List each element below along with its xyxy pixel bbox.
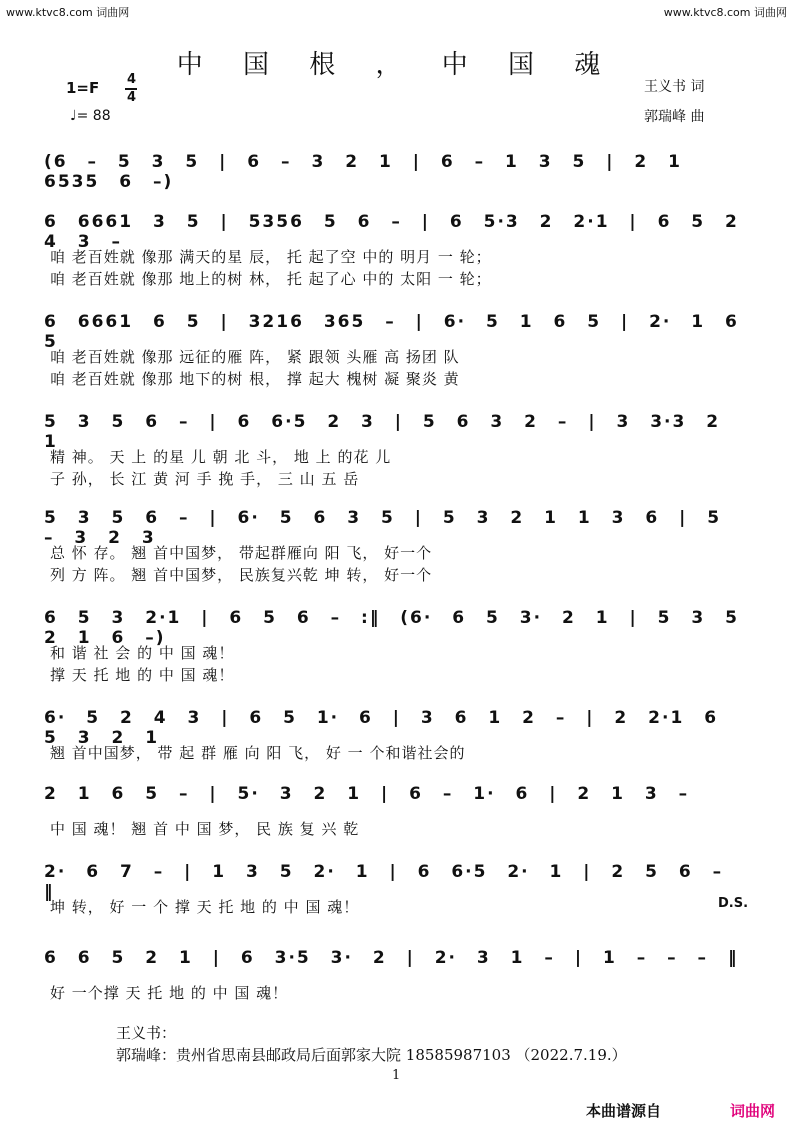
lyric-line: 子 孙， 长 江 黄 河 手 挽 手， 三 山 五 岳 (50, 470, 360, 488)
lyric-line: 精 神。 天 上 的星 儿 朝 北 斗， 地 上 的花 儿 (50, 448, 392, 466)
notation-line: 2 1 6 5 – | 5· 3 2 1 | 6 – 1· 6 | 2 1 3 – (44, 784, 690, 804)
notation-line: 6 6661 6 5 | 3216 365 – | 6· 5 1 6 5 | 2· 1 6 5 (44, 312, 739, 352)
footer-lyricist-address: 王义书： (116, 1024, 177, 1042)
lyric-line: 咱 老百姓就 像那 地下的树 根， 撑 起大 槐树 凝 聚炎 黄 (50, 370, 460, 388)
site-url-right[interactable]: www.ktvc8.com 词曲网 (663, 6, 787, 19)
lyric-line: 列 方 阵。 翘 首中国梦， 民族复兴乾 坤 转， 好一个 (50, 566, 433, 584)
lyric-line: 好 一个撑 天 托 地 的 中 国 魂！ (50, 984, 289, 1002)
notation-line: 6· 5 2 4 3 | 6 5 1· 6 | 3 6 1 2 – | 2 2·1 6 5 3 2 1 (44, 708, 719, 748)
lyric-line: 撑 天 托 地 的 中 国 魂！ (50, 666, 235, 684)
footer-composer-address: 郭瑞峰：贵州省思南县邮政局后面郭家大院 18585987103 （2022.7.19.） (116, 1046, 627, 1064)
time-signature-bottom: 4 (127, 90, 137, 105)
lyric-line: 总 怀 存。 翘 首中国梦， 带起群雁向 阳 飞， 好一个 (50, 544, 433, 562)
lyric-line: 咱 老百姓就 像那 地上的树 林， 托 起了心 中的 太阳 一 轮； (50, 270, 492, 288)
notation-line: 2· 6 7 – | 1 3 5 2· 1 | 6 6·5 2· 1 | 2 5 6 – ‖ (44, 862, 724, 902)
lyric-line: 翘 首中国梦， 带 起 群 雁 向 阳 飞， 好 一 个和谐社会的 (50, 744, 466, 762)
notation-line: 5 3 5 6 – | 6· 5 6 3 5 | 5 3 2 1 1 3 6 | 5 – 3 2 3 (44, 508, 722, 548)
lyricist-credit: 王义书 词 (644, 79, 705, 95)
time-signature-top: 4 (127, 72, 137, 87)
notation-line: 6 6 5 2 1 | 6 3·5 3· 2 | 2· 3 1 – | 1 – – – ‖ (44, 948, 739, 968)
ds-marking: D.S. (718, 896, 749, 911)
notation-line: (6 – 5 3 5 | 6 – 3 2 1 | 6 – 1 3 5 | 2 1 6535 6 –) (44, 152, 682, 192)
notation-line: 6 6661 3 5 | 5356 5 6 – | 6 5·3 2 2·1 | 6 5 2 4 3 – (44, 212, 739, 252)
lyric-line: 咱 老百姓就 像那 满天的星 辰， 托 起了空 中的 明月 一 轮； (50, 248, 492, 266)
notation-line: 6 5 3 2·1 | 6 5 6 – :‖ (6· 6 5 3· 2 1 | 5 3 5 2 1 6 –) (44, 608, 739, 648)
source-label: 本曲谱源自 (586, 1102, 662, 1120)
notation-line: 5 3 5 6 – | 6 6·5 2 3 | 5 6 3 2 – | 3 3·3 2 1 (44, 412, 721, 452)
brand-logo[interactable]: 词曲网 (730, 1102, 776, 1120)
composer-credit: 郭瑞峰 曲 (644, 109, 705, 125)
tempo-marking: ♩= 88 (70, 108, 111, 124)
lyric-line: 和 谐 社 会 的 中 国 魂！ (50, 644, 235, 662)
lyric-line: 中 国 魂！ 翘 首 中 国 梦， 民 族 复 兴 乾 (50, 820, 360, 838)
song-title: 中 国 根 ， 中 国 魂 (176, 50, 617, 80)
lyric-line: 坤 转， 好 一 个 撑 天 托 地 的 中 国 魂！ (50, 898, 360, 916)
page-number: 1 (392, 1068, 401, 1083)
key-signature: 1=F (66, 79, 100, 97)
lyric-line: 咱 老百姓就 像那 远征的雁 阵， 紧 跟领 头雁 高 扬团 队 (50, 348, 460, 366)
site-url-left[interactable]: www.ktvc8.com 词曲网 (6, 6, 130, 19)
